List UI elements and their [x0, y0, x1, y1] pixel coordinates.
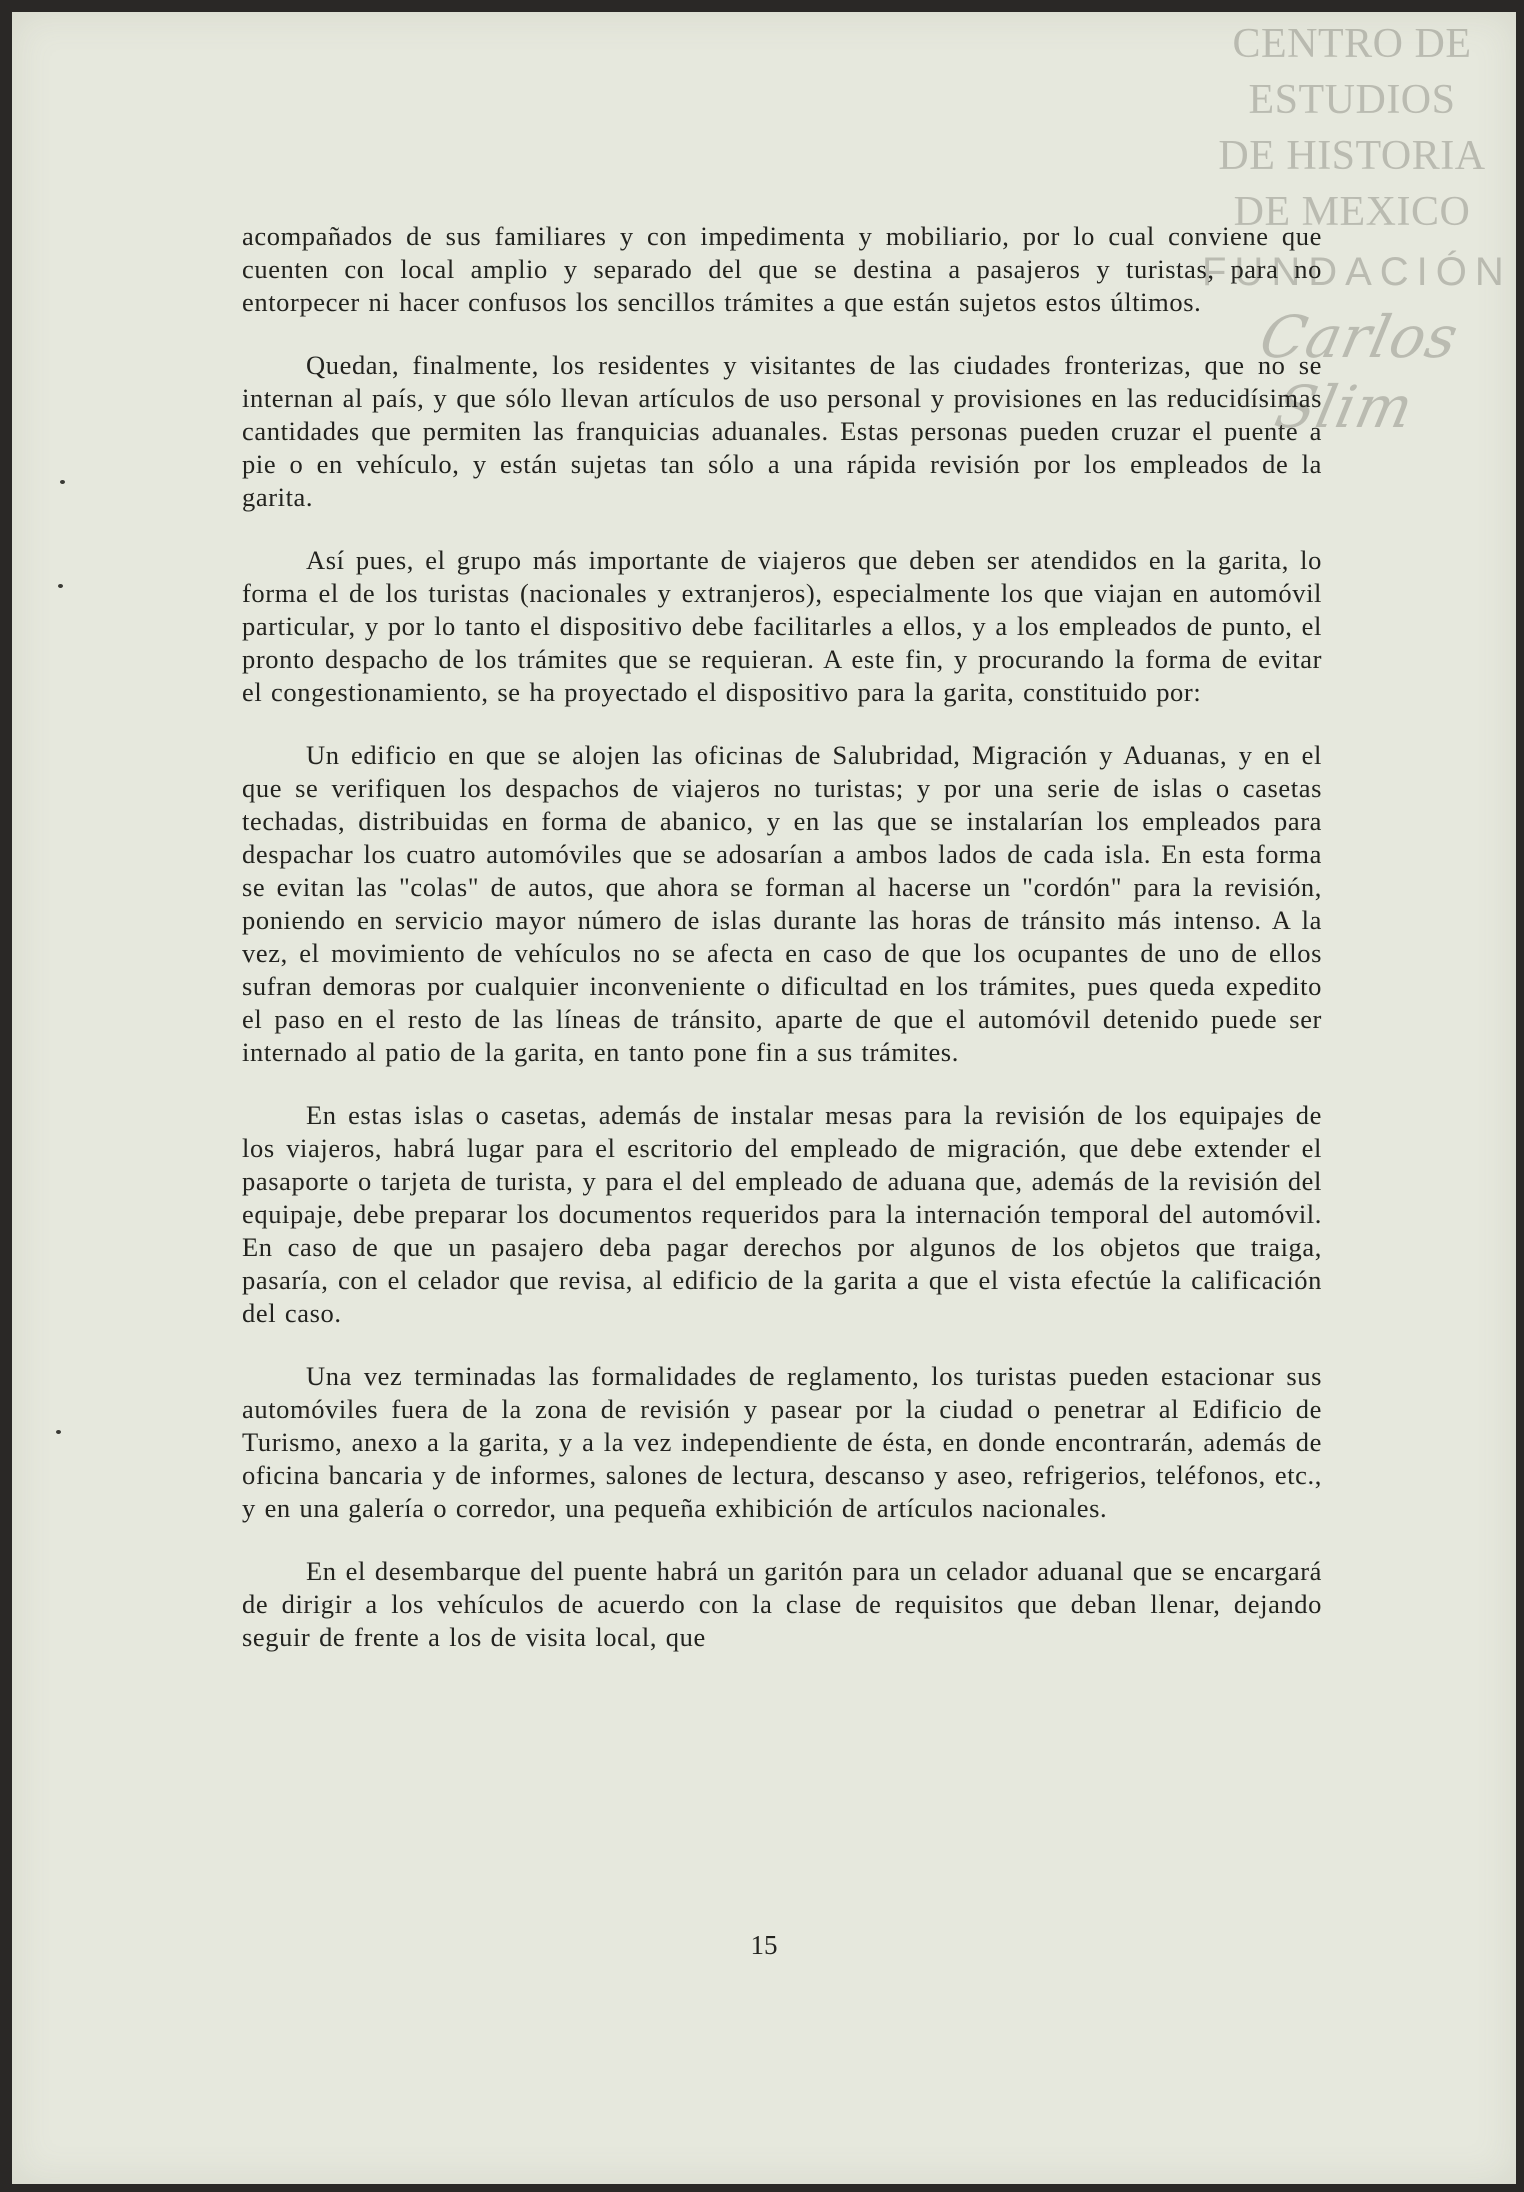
paragraph: En el desembarque del puente habrá un garitón para un celador aduanal que se encargará de dirigir a los vehículos de acuerdo con la clase de requisitos que deban llenar, dejando seguir de frente a los de visita local, que [242, 1556, 1322, 1652]
paragraph: Un edificio en que se alojen las oficinas de Salubridad, Migración y Aduanas, y en el que se verifiquen los despachos de viajeros no turistas; y por una serie de islas o casetas techadas, distribuidas en forma de abanico, y en las que se instalarían los empleados para despachar los cuatro automóviles que se adosarían a ambos lados de cada isla. En esta forma se evitan las "colas" de autos, que ahora se forman al hacerse un "cordón" para la revisión, poniendo en servicio mayor número de islas durante las horas de tránsito más intenso. A la vez, el movimiento de vehículos no se afecta en caso de que los ocupantes de uno de ellos sufran demoras por cualquier inconveniente o dificultad en los trámites, pues queda expedito el paso en el resto de las líneas de tránsito, aparte de que el automóvil detenido puede ser internado al patio de la garita, en tanto pone fin a sus trámites. [242, 740, 1322, 1067]
paragraph: Una vez terminadas las formalidades de reglamento, los turistas pueden estacionar sus automóviles fuera de la zona de revisión y pasear por la ciudad o penetrar al Edificio de Turismo, anexo a la garita, y a la vez independiente de ésta, en donde encontrarán, además de oficina bancaria y de informes, salones de lectura, descanso y aseo, refrigerios, teléfonos, etc., y en una galería o corredor, una pequeña exhibición de artículos nacionales. [242, 1361, 1322, 1523]
watermark-line-1: CENTRO DE [1232, 21, 1472, 67]
watermark-signature: Carlos Slim [1254, 303, 1465, 441]
paragraph: Quedan, finalmente, los residentes y visitantes de las ciudades fronterizas, que no se internan al país, y que sólo llevan artículos de uso personal y provisiones en las reducidísimas cantidades que permiten las franquicias aduanales. Estas personas pueden cruzar el puente a pie o en vehículo, y están sujetas tan sólo a una rápida revisión por los empleados de la garita. [242, 350, 1322, 512]
watermark-line-4: DE MEXICO [1233, 189, 1471, 235]
paper-speck [56, 1430, 61, 1434]
paragraph: En estas islas o casetas, además de instalar mesas para la revisión de los equipajes de los viajeros, habrá lugar para el escritorio del empleado de migración, que debe extender el pasaporte o tarjeta de turista, y para el del empleado de aduana que, además de la revisión del equipaje, debe preparar los documentos requeridos para la internación temporal del automóvil. En caso de que un pasajero deba pagar derechos por algunos de los objetos que traiga, pasaría, con el celador que revisa, al edificio de la garita a que el vista efectúe la calificación del caso. [242, 1100, 1322, 1328]
page-number: 15 [750, 1930, 778, 1960]
document-page [12, 12, 1516, 2184]
paragraph: Así pues, el grupo más importante de viajeros que deben ser atendidos en la garita, lo forma el de los turistas (nacionales y extranjeros), especialmente los que viajan en automóvil particular, y por lo tanto el dispositivo debe facilitarles a ellos, y a los empleados de punto, el pronto despacho de los trámites que se requieran. A este fin, y procurando la forma de evitar el congestionamiento, se ha proyectado el dispositivo para la garita, constituido por: [242, 545, 1322, 707]
watermark-fundacion: FUNDACIÓN [1202, 250, 1512, 294]
paper-speck [60, 480, 65, 484]
watermark-line-3: DE HISTORIA [1218, 133, 1486, 179]
paragraph: acompañados de sus familiares y con impedimenta y mobiliario, por lo cual conviene que cuenten con local amplio y separado del que se destina a pasajeros y turistas, para no entorpecer ni hacer confusos los sencillos trámites a que están sujetos estos últimos. [242, 221, 1322, 317]
paper-speck [58, 584, 63, 588]
body-text [242, 220, 1322, 1684]
watermark-line-2: ESTUDIOS [1248, 77, 1456, 123]
